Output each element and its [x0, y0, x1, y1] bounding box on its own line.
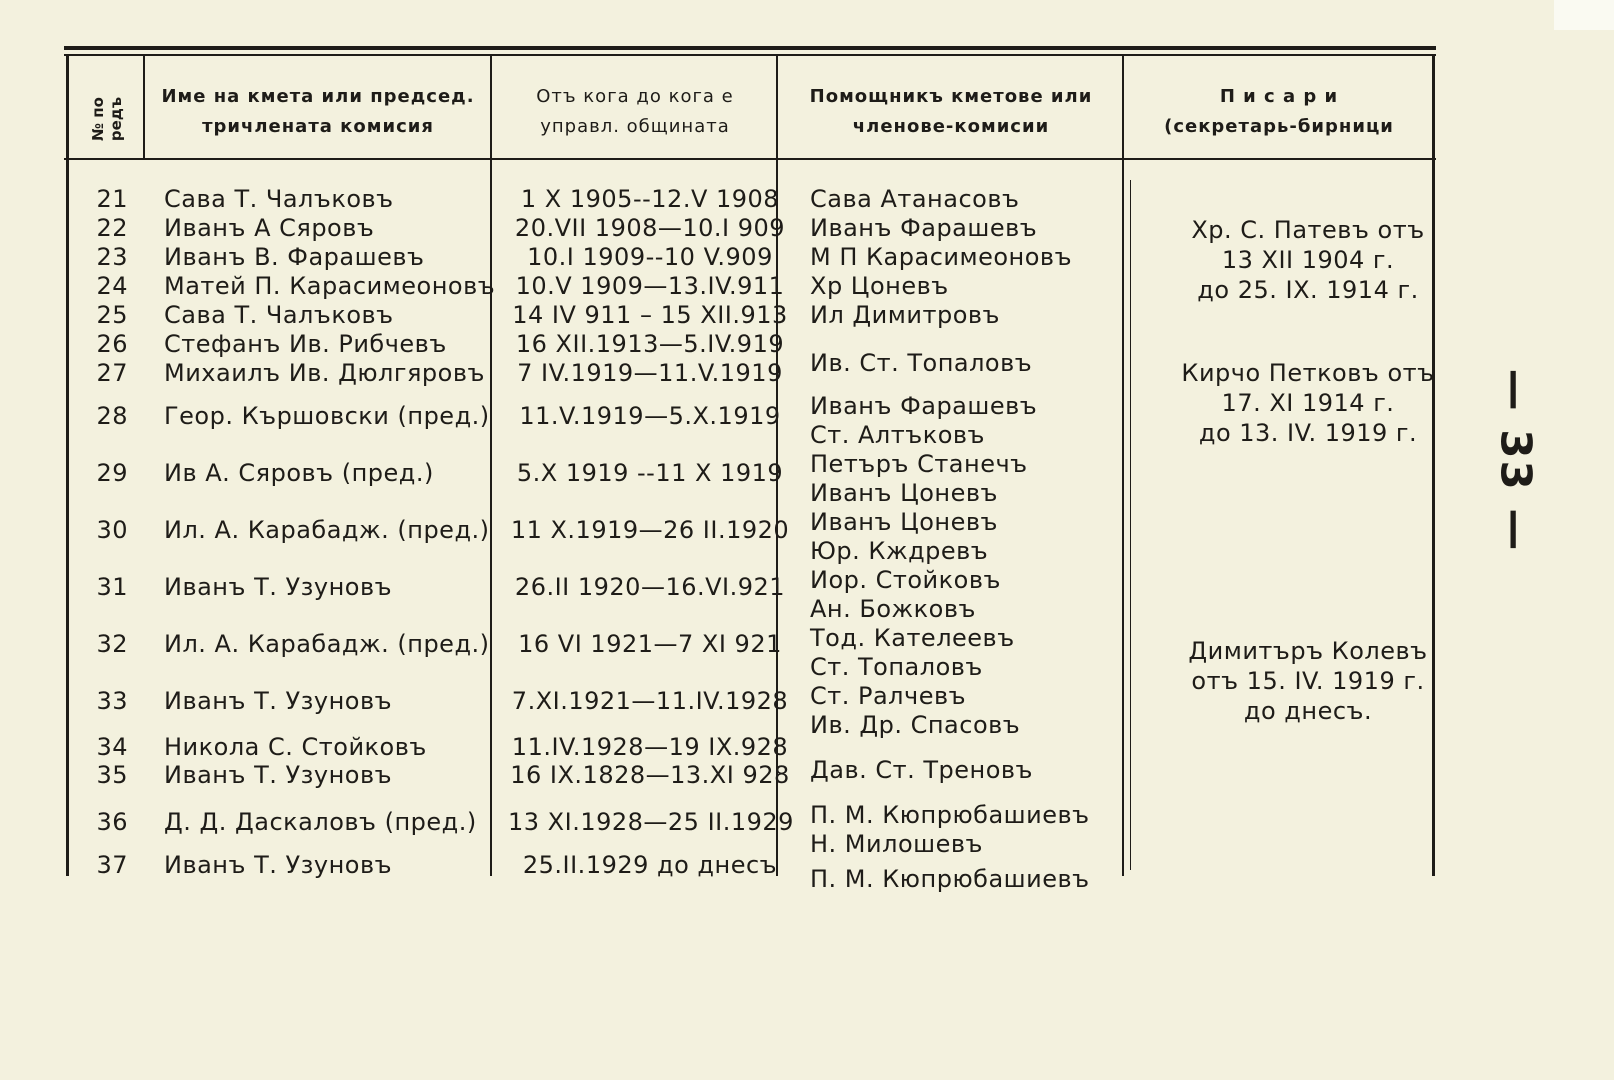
header-number-line-1: № по: [88, 97, 107, 141]
row-number: 34: [96, 733, 128, 761]
mayor-name: Ив А. Сяровъ (пред.): [164, 459, 434, 487]
header-assistants: [780, 82, 1122, 142]
header-number-line-2: редъ: [106, 96, 125, 142]
assistant-name: Иор. Стойковъ: [810, 566, 1001, 594]
clerk-line: 13 XII 1904 г.: [1221, 246, 1395, 274]
row-number: 24: [96, 272, 128, 300]
mayor-name: Михаилъ Ив. Дюлгяровъ: [164, 359, 485, 387]
page-number: [1486, 368, 1546, 552]
header-name-line-2: тричлената комисия: [202, 116, 434, 137]
clerk-line: Димитъръ Колевъ: [1188, 637, 1428, 665]
row-number: 31: [96, 573, 128, 601]
row-number: 25: [96, 301, 128, 329]
assistant-name: Тод. Кателеевъ: [810, 624, 1015, 652]
header-period: [494, 82, 776, 142]
assistant-name: Сава Атанасовъ: [810, 185, 1020, 213]
top-rule-thick: [64, 46, 1436, 50]
row-number: 30: [96, 516, 128, 544]
clerk-line: Хр. С. Патевъ отъ: [1191, 216, 1425, 244]
row-number: 23: [96, 243, 128, 271]
term-period: 1 X 1905--12.V 1908: [520, 185, 780, 213]
row-number: 36: [96, 808, 128, 836]
clerk-line: до 13. IV. 1919 г.: [1198, 419, 1418, 447]
mayor-name: Иванъ Т. Узуновъ: [164, 573, 393, 601]
header-assistants-line-2: членове-комисии: [852, 116, 1050, 137]
term-period: 26.II 1920—16.VI.921: [514, 573, 786, 601]
mayor-name: Иванъ А Сяровъ: [164, 214, 375, 242]
term-period: 25.II.1929 до днесъ: [522, 851, 778, 879]
assistant-name: М П Карасимеоновъ: [810, 243, 1073, 271]
assistant-name: Иванъ Фарашевъ: [810, 214, 1038, 242]
header-clerks-line-1: П и с а р и: [1219, 86, 1339, 107]
clerk-line: до днесъ.: [1243, 697, 1373, 725]
header-period-line-1: Отъ кога до кога е: [536, 86, 734, 107]
top-rule-thin: [64, 54, 1436, 56]
clerk-line: до 25. IX. 1914 г.: [1197, 276, 1419, 304]
mayor-name: Иванъ Т. Узуновъ: [164, 761, 393, 789]
mayor-name: Геор. Кършовски (пред.): [164, 402, 490, 430]
page-corner: [1554, 0, 1614, 30]
table-right-border: [1432, 56, 1435, 876]
row-number: 32: [96, 630, 128, 658]
assistant-name: Иванъ Фарашевъ: [810, 392, 1038, 420]
clerk-entry: [1158, 215, 1458, 305]
term-period: 11.V.1919—5.X.1919: [519, 402, 781, 430]
assistant-name: Юр. Кждревъ: [810, 537, 989, 565]
mayor-name: Стефанъ Ив. Рибчевъ: [164, 330, 447, 358]
term-period: 14 IV 911 – 15 XII.913: [512, 301, 788, 329]
row-number: 26: [96, 330, 128, 358]
term-period: 11.IV.1928—19 IX.928: [511, 733, 789, 761]
row-number: 37: [96, 851, 128, 879]
term-period: 13 XI.1928—25 II.1929: [508, 808, 794, 836]
assistant-name: Ив. Др. Спасовъ: [810, 711, 1021, 739]
header-rule: [64, 158, 1436, 160]
header-assistants-line-1: Помощникъ кметове или: [809, 86, 1093, 107]
row-number: 22: [96, 214, 128, 242]
term-period: 5.X 1919 --11 X 1919: [516, 459, 784, 487]
row-number: 27: [96, 359, 128, 387]
assistant-name: Хр Цоневъ: [810, 272, 949, 300]
assistant-name: Ст. Алтъковъ: [810, 421, 985, 449]
assistant-name: Ан. Божковъ: [810, 595, 976, 623]
header-name: [146, 82, 490, 142]
header-period-line-2: управл. общината: [540, 116, 730, 137]
mayor-name: Матей П. Карасимеоновъ: [164, 272, 496, 300]
row-number: 28: [96, 402, 128, 430]
term-period: 11 X.1919—26 II.1920: [510, 516, 790, 544]
mayor-name: Иванъ Т. Узуновъ: [164, 687, 393, 715]
assistant-name: П. М. Кюпрюбашиевъ: [810, 801, 1090, 829]
term-period: 10.V 1909—13.IV.911: [515, 272, 785, 300]
term-period: 16 XII.1913—5.IV.919: [515, 330, 785, 358]
mayor-name: Иванъ Т. Узуновъ: [164, 851, 393, 879]
header-clerks: [1126, 82, 1432, 142]
mayor-name: Иванъ В. Фарашевъ: [164, 243, 425, 271]
mayor-name: Никола С. Стойковъ: [164, 733, 427, 761]
term-period: 20.VII 1908—10.I 909: [514, 214, 786, 242]
assistant-name: Иванъ Цоневъ: [810, 479, 998, 507]
assistant-name: Ив. Ст. Топаловъ: [810, 349, 1033, 377]
clerk-line: отъ 15. IV. 1919 г.: [1191, 667, 1425, 695]
mayor-name: Ил. А. Карабадж. (пред.): [164, 630, 490, 658]
header-number: [70, 82, 144, 156]
clerk-entry: [1158, 358, 1458, 448]
term-period: 16 VI 1921—7 XI 921: [518, 630, 782, 658]
clerk-entry: [1158, 636, 1458, 726]
mayor-name: Сава Т. Чалъковъ: [164, 301, 394, 329]
assistant-name: Дав. Ст. Треновъ: [810, 756, 1033, 784]
term-period: 7 IV.1919—11.V.1919: [517, 359, 783, 387]
mayor-name: Ил. А. Карабадж. (пред.): [164, 516, 490, 544]
term-period: 10.I 1909--10 V.909: [527, 243, 773, 271]
term-period: 16 IX.1828—13.XI 928: [510, 761, 790, 789]
row-number: 33: [96, 687, 128, 715]
assistant-name: Н. Милошевъ: [810, 830, 983, 858]
row-number: 35: [96, 761, 128, 789]
assistant-name: Иванъ Цоневъ: [810, 508, 998, 536]
assistant-name: Петъръ Станечъ: [810, 450, 1028, 478]
clerk-line: 17. XI 1914 г.: [1221, 389, 1395, 417]
row-number: 21: [96, 185, 128, 213]
assistant-name: П. М. Кюпрюбашиевъ: [810, 865, 1090, 893]
row-number: 29: [96, 459, 128, 487]
assistant-name: Ст. Ралчевъ: [810, 682, 967, 710]
mayor-name: Д. Д. Даскаловъ (пред.): [164, 808, 477, 836]
assistant-name: Ил Димитровъ: [810, 301, 1000, 329]
mayor-name: Сава Т. Чалъковъ: [164, 185, 394, 213]
header-name-line-1: Име на кмета или председ.: [161, 86, 475, 107]
clerk-line: Кирчо Петковъ отъ: [1181, 359, 1435, 387]
term-period: 7.XI.1921—11.IV.1928: [511, 687, 789, 715]
header-clerks-line-2: (секретарь-бирници: [1164, 116, 1394, 137]
page-number-text: — 33 —: [1491, 368, 1541, 552]
assistant-name: Ст. Топаловъ: [810, 653, 983, 681]
